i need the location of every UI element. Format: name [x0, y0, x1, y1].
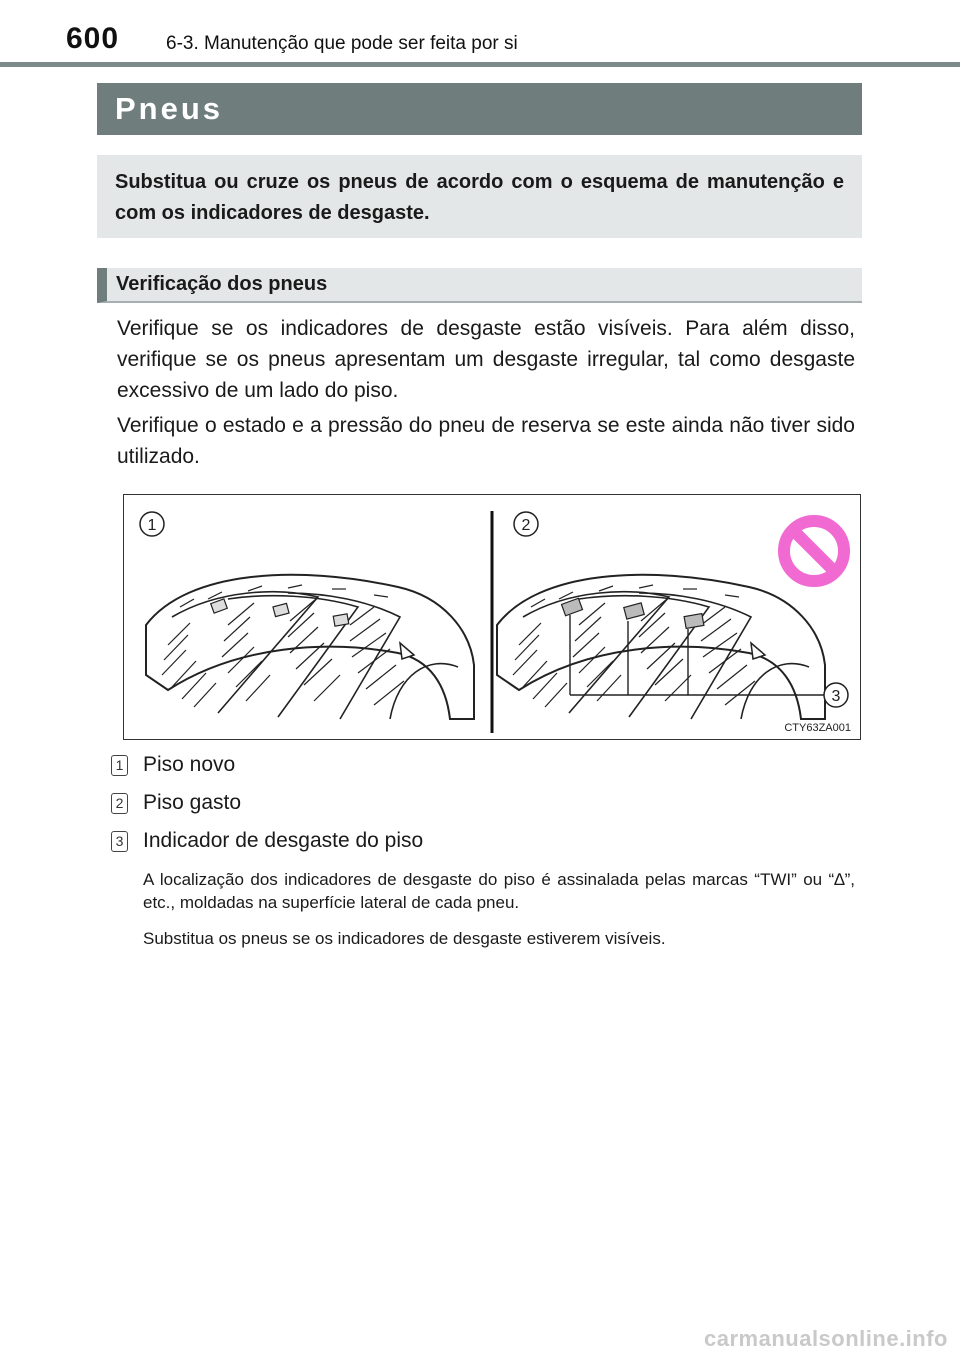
legend-label: Indicador de desgaste do piso: [143, 829, 424, 852]
svg-text:3: 3: [831, 688, 841, 705]
legend-label: Piso novo: [143, 753, 236, 776]
svg-text:1: 1: [147, 517, 157, 534]
legend-item-worn-tread: [111, 788, 241, 818]
tire-illustration: [124, 495, 862, 741]
intro-box: Substitua ou cruze os pneus de acordo com o esquema de manutenção e com os indicadores de desgaste.: [97, 155, 862, 238]
page-title: Pneus: [115, 91, 224, 126]
paragraph-check-indicators: Verifique se os indicadores de desgaste estão visíveis. Para além disso, verifique se os pneus apresentam um desgaste irregular, tal como desgaste excessivo de um lado do piso.: [117, 317, 855, 402]
legend-label: Piso gasto: [143, 791, 242, 814]
prohibition-icon: [784, 521, 844, 581]
legend-badge: 1: [111, 755, 128, 776]
legend-item-wear-indicator: [111, 826, 423, 856]
legend-item-new-tread: [111, 750, 235, 780]
subsection-title: Verificação dos pneus: [97, 268, 862, 303]
svg-text:2: 2: [521, 517, 531, 534]
watermark: carmanualsonline.info: [704, 1326, 948, 1351]
note-indicator-location: A localização dos indicadores de desgaste do piso é assinalada pelas marcas “TWI” ou “∆”, etc., moldadas na superfície lateral de cada pneu.: [143, 870, 855, 912]
legend-badge: 3: [111, 831, 128, 852]
page-title-bar: [97, 83, 862, 135]
page-number: 600: [66, 22, 120, 55]
legend-badge: 2: [111, 793, 128, 814]
paragraph-spare-tire: Verifique o estado e a pressão do pneu de reserva se este ainda não tiver sido utilizado.: [117, 414, 855, 468]
figure-code: CTY63ZA001: [784, 722, 851, 734]
new-tread-tire: [146, 575, 474, 719]
callout-1: [140, 512, 164, 536]
callout-3: [824, 683, 848, 707]
section-header: 6-3. Manutenção que pode ser feita por si: [166, 33, 518, 54]
note-replace-tires: Substitua os pneus se os indicadores de desgaste estiverem visíveis.: [143, 929, 666, 948]
tire-tread-figure: [123, 494, 861, 740]
callout-2: [514, 512, 538, 536]
header-rule: [0, 62, 960, 67]
worn-tread-tire: [497, 575, 825, 719]
